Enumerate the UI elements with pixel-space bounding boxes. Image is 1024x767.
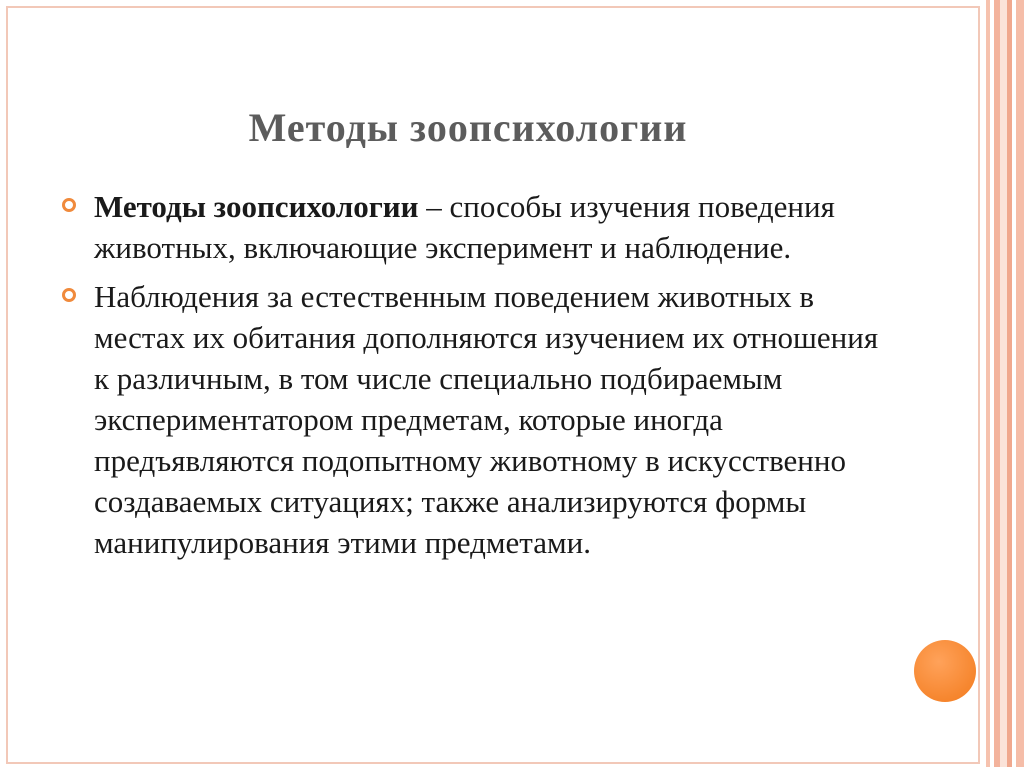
bullet-term: Методы зоопсихологии [94, 189, 419, 224]
decorative-stripes [980, 0, 1024, 767]
bullet-list [60, 186, 890, 571]
bullet-item-1 [60, 186, 890, 268]
slide-title: Методы зоопсихологии [248, 105, 688, 150]
bullet-text: Наблюдения за естественным поведением животных в местах их обитания дополняются изучением их отношения к различным, в том числе специально подбираемым экспериментатором предметам, которые иногда предъявляются подопытному животному в искусственно создаваемых ситуациях; также анализируются формы манипулирования этими предметами. [94, 279, 879, 560]
bullet-text: – способы изучения поведения животных, включающие эксперимент и наблюдение. [94, 189, 835, 265]
orange-circle-icon [914, 640, 976, 702]
bullet-ring-icon [62, 198, 76, 212]
bullet-ring-icon [62, 288, 76, 302]
bullet-item-2 [60, 276, 890, 563]
